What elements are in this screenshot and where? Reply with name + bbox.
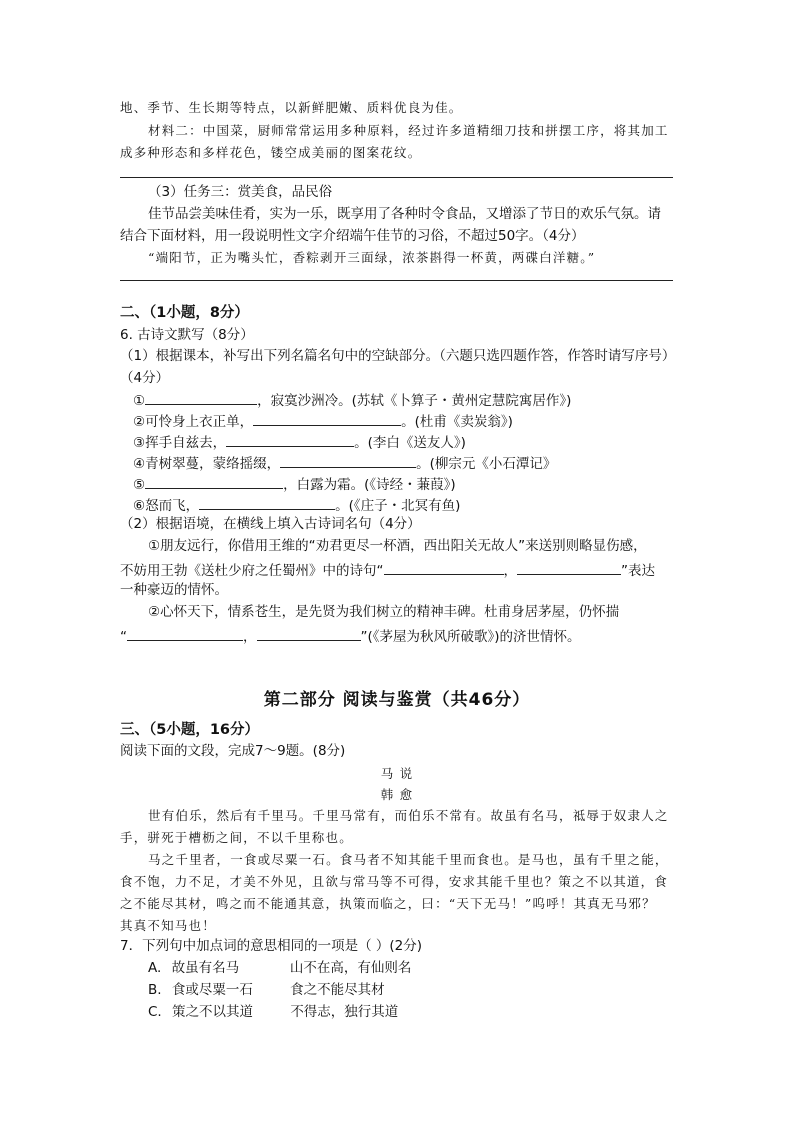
passage-p1-line-2: 手，骈死于槽枥之间，不以千里称也。 (120, 830, 353, 845)
item-text: ④青树翠蔓，蒙络摇缀， (133, 456, 281, 472)
context-para-1-line-2 (120, 562, 655, 579)
item-text: 。(李白《送友人》) (354, 435, 466, 451)
part2-title: 第二部分 阅读与鉴赏（共46分） (263, 690, 531, 710)
fill-blank[interactable] (145, 392, 257, 405)
option-left: 策之不以其道 (172, 1004, 254, 1020)
context-text: ， (243, 629, 257, 645)
task3-para-2: 结合下面材料，用一段说明性文字介绍端午佳节的习俗，不超过50字。（4分） (120, 228, 585, 244)
passage-p1-line-1: 世有伯乐，然后有千里马。千里马常有，而伯乐不常有。故虽有名马，祗辱于奴隶人之 (148, 808, 669, 823)
task3-title: （3）任务三：赏美食，品民俗 (148, 184, 333, 200)
fill-blank[interactable] (199, 497, 335, 510)
recite-item-6 (133, 497, 460, 514)
context-para-2-line-2 (120, 628, 581, 645)
fill-blank[interactable] (517, 562, 621, 575)
item-text: ⑤ (133, 477, 146, 493)
section2-heading: 二、（1小题，8分） (120, 305, 249, 321)
item-text: ③挥手自兹去， (133, 435, 227, 451)
option-label: B. (148, 982, 162, 998)
fill-blank[interactable] (253, 413, 401, 426)
item-text: ，寂寞沙洲冷。(苏轼《卜算子・黄州定慧院寓居作》) (257, 393, 572, 409)
question-7: 7．下列句中加点词的意思相同的一项是（ ）(2分) (120, 938, 423, 954)
recite-item-5 (133, 476, 456, 493)
option-right: 不得志，独行其道 (290, 1004, 399, 1020)
item-text: ，白露为霜。(《诗经・蒹葭》) (283, 477, 456, 493)
option-b[interactable] (148, 984, 385, 998)
option-a[interactable] (148, 962, 411, 976)
item-text: ②可怜身上衣正单， (133, 414, 254, 430)
item-number: ① (133, 393, 146, 409)
context-text: ”表达 (621, 563, 655, 579)
material-line-3: 成多种形态和多样花色，镂空成美丽的图案花纹。 (120, 145, 422, 160)
passage-p2-line-2: 食不饱，力不足，才美不外见，且欲与常马等不可得，安求其能千里也？策之不以其道，食 (120, 874, 669, 889)
context-text: “ (120, 629, 127, 645)
context-text: ”(《茅屋为秋风所破歌》)的济世情怀。 (360, 629, 581, 645)
context-para-1-line-1: ①朋友远行，你借用王维的“劝君更尽一杯酒，西出阳关无故人”来送别则略显伤感， (148, 538, 647, 554)
fill-blank[interactable] (226, 434, 354, 447)
item-text: 。(《庄子・北冥有鱼) (335, 498, 461, 514)
sub1-instruction: （1）根据课本，补写出下列名篇名句中的空缺部分。（六题只选四题作答，作答时请写序号） (120, 348, 676, 364)
text-author: 韩 愈 (380, 787, 414, 802)
material-line-2: 材料二：中国菜，厨师常常运用多种原料，经过许多道精细刀技和拼摆工序，将其加工 (148, 123, 669, 138)
passage-p2-line-1: 马之千里者，一食或尽粟一石。食马者不知其能千里而食也。是马也，虽有千里之能， (148, 852, 669, 867)
sub1-score: （4分） (120, 370, 170, 386)
context-text: 不妨用王勃《送杜少府之任蜀州》中的诗句“ (120, 563, 384, 579)
fill-blank[interactable] (145, 476, 283, 489)
option-right: 山不在高，有仙则名 (289, 960, 412, 976)
task3-para-1: 佳节品尝美味佳肴，实为一乐，既享用了各种时令食品，又增添了节日的欢乐气氛。请 (148, 206, 661, 222)
option-label: A. (148, 960, 162, 976)
answer-line (120, 280, 673, 281)
option-right: 食之不能尽其材 (290, 982, 385, 998)
passage-p2-line-4: 其真不知马也！ (120, 918, 216, 933)
option-left: 故虽有名马 (171, 960, 240, 976)
item-text: 。(杜甫《卖炭翁》) (401, 414, 513, 430)
passage-p2-line-3: 之不能尽其材，鸣之而不能通其意，执策而临之，曰：“天下无马！”呜呼！其真无马邪？ (120, 896, 656, 911)
item-text: 。(柳宗元《小石潭记》 (416, 456, 557, 472)
reading-intro: 阅读下面的文段，完成7～9题。(8分) (120, 743, 346, 759)
sub2-instruction: （2）根据语境，在横线上填入古诗词名句（4分） (120, 516, 421, 532)
task3-quote: “端阳节，正为嘴头忙，香粽剥开三面绿，浓茶斟得一杯黄，两碟白洋糖。” (148, 250, 596, 265)
recite-item-4 (133, 455, 556, 472)
option-c[interactable] (148, 1006, 398, 1020)
recite-item-1 (133, 392, 571, 409)
context-text: ， (503, 563, 517, 579)
item-text: ⑥怒而飞， (133, 498, 200, 514)
material-line-1: 地、季节、生长期等特点，以新鲜肥嫩、质料优良为佳。 (120, 100, 463, 115)
option-label: C. (148, 1004, 162, 1020)
fill-blank[interactable] (257, 628, 361, 641)
recite-item-3 (133, 434, 466, 451)
recite-item-2 (133, 413, 513, 430)
text-title: 马 说 (380, 766, 414, 781)
fill-blank[interactable] (127, 628, 243, 641)
fill-blank[interactable] (280, 455, 416, 468)
question-6-title: 6. 古诗文默写（8分） (120, 327, 254, 343)
answer-line (120, 177, 673, 178)
option-left: 食或尽粟一石 (171, 982, 253, 998)
context-para-1-line-3: 一种豪迈的情怀。 (120, 582, 228, 598)
context-para-2-line-1: ②心怀天下，情系苍生，是先贤为我们树立的精神丰碑。杜甫身居茅屋，仍怀揣 (148, 604, 620, 620)
section3-heading: 三、（5小题，16分） (120, 722, 260, 738)
fill-blank[interactable] (384, 562, 504, 575)
